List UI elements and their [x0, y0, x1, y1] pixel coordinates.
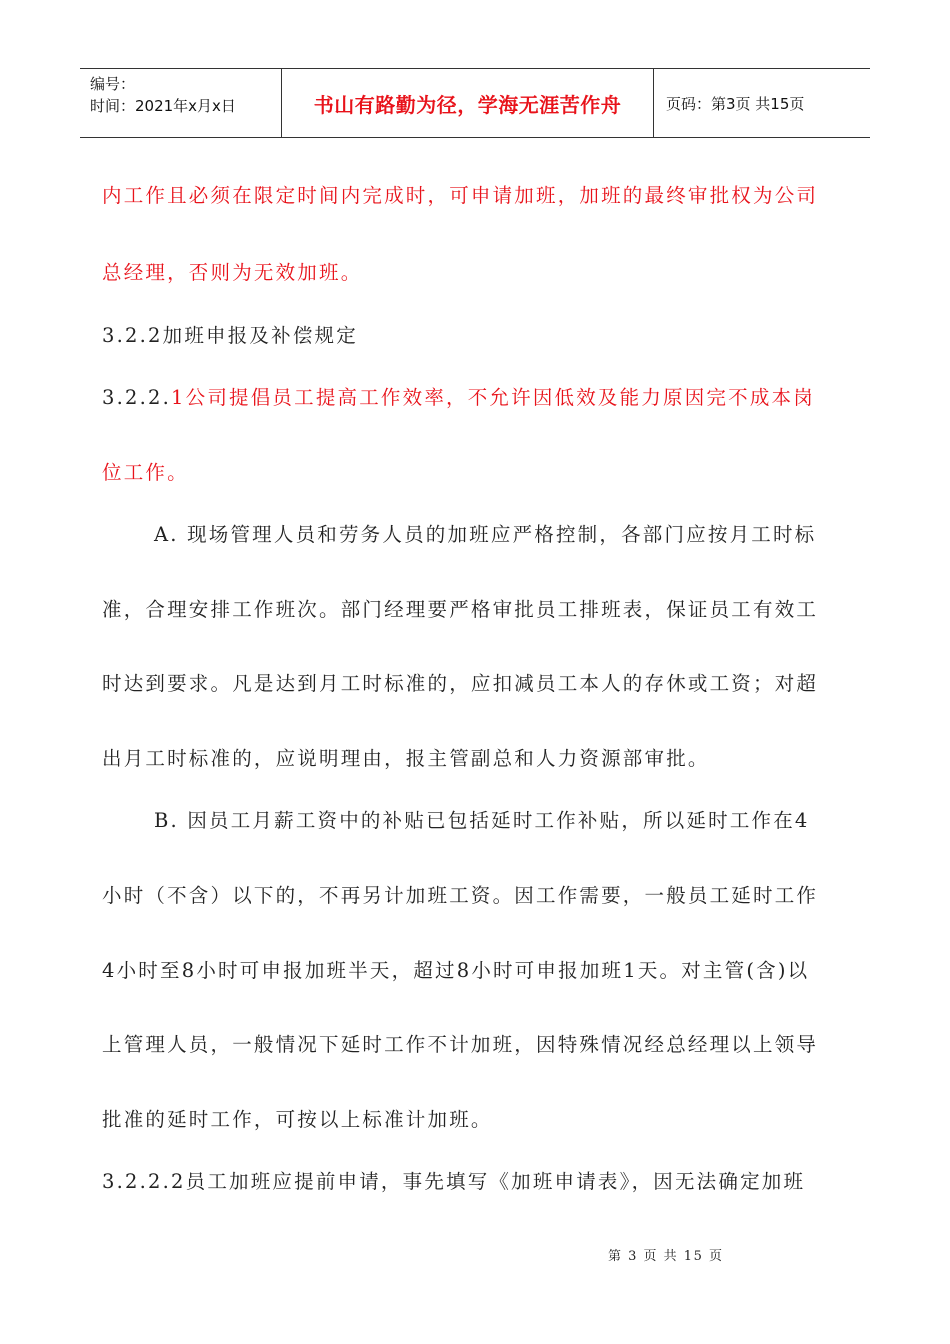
paragraph-line: 出月工时标准的，应说明理由，报主管副总和人力资源部审批。 [102, 747, 710, 770]
header-page-info: 页码：第3页 共15页 [666, 94, 805, 113]
paragraph-line: 3.2.2.2员工加班应提前申请，事先填写《加班申请表》，因无法确定加班 [102, 1170, 806, 1193]
paragraph-line: 准，合理安排工作班次。部门经理要严格审批员工排班表，保证员工有效工 [102, 598, 819, 621]
paragraph-line: 上管理人员，一般情况下延时工作不计加班，因特殊情况经总经理以上领导 [102, 1033, 819, 1056]
header-motto: 书山有路勤为径，学海无涯苦作舟 [282, 69, 654, 137]
paragraph-line: 小时（不含）以下的，不再另计加班工资。因工作需要，一般员工延时工作 [102, 884, 819, 907]
paragraph-line: 时达到要求。凡是达到月工时标准的，应扣减员工本人的存休或工资；对超 [102, 672, 819, 695]
paragraph-line [102, 382, 815, 410]
paragraph-line: A. 现场管理人员和劳务人员的加班应严格控制，各部门应按月工时标 [154, 523, 817, 546]
paragraph-line: 总经理，否则为无效加班。 [102, 261, 363, 284]
paragraph-line: B. 因员工月薪工资中的补贴已包括延时工作补贴，所以延时工作在4 [154, 809, 810, 832]
paragraph-line: 4小时至8小时可申报加班半天，超过8小时可申报加班1天。对主管(含)以 [102, 959, 810, 982]
page-footer: 第 3 页 共 15 页 [608, 1249, 724, 1264]
clause-text: 1公司提倡员工提高工作效率，不允许因低效及能力原因完不成本岗 [171, 386, 815, 409]
document-number-label: 编号： [90, 75, 136, 93]
page-header [80, 68, 870, 138]
paragraph-line: 内工作且必须在限定时间内完成时，可申请加班，加班的最终审批权为公司 [102, 184, 819, 207]
document-date: 时间：2021年x月x日 [90, 97, 236, 115]
section-heading: 3.2.2加班申报及补偿规定 [102, 324, 358, 347]
paragraph-line: 批准的延时工作，可按以上标准计加班。 [102, 1108, 493, 1131]
paragraph-line: 位工作。 [102, 461, 189, 484]
clause-number: 3.2.2. [102, 386, 172, 409]
header-meta [80, 69, 282, 137]
